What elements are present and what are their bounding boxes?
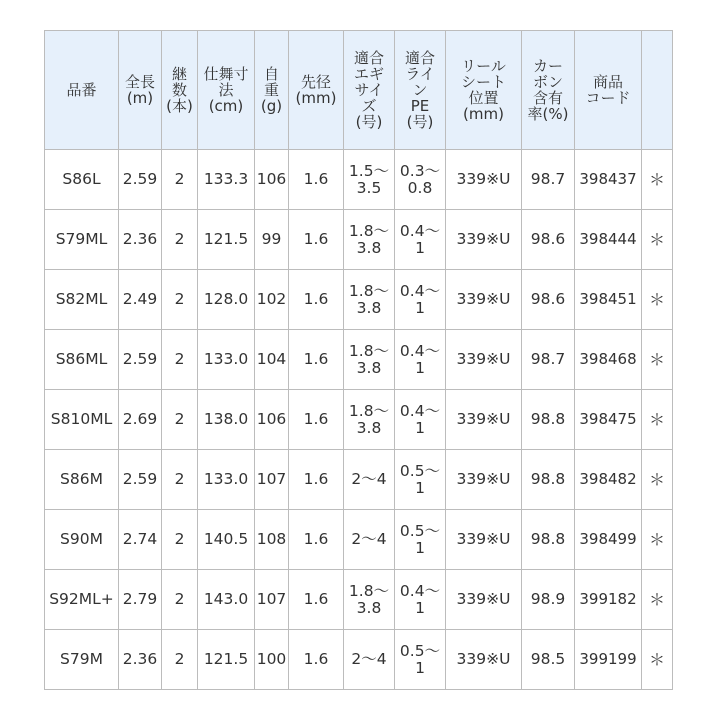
header-model: 品番 [45,31,119,150]
cell-pieces: 2 [162,570,198,630]
cell-tip-diameter: 1.6 [289,570,344,630]
cell-model: S86ML [45,330,119,390]
cell-carbon: 98.5 [522,630,575,690]
cell-length: 2.59 [119,330,162,390]
cell-weight: 104 [255,330,289,390]
header-egi-size: 適合 エギ サイ ズ (号) [344,31,395,150]
cell-length: 2.69 [119,390,162,450]
cell-closed-length: 140.5 [198,510,255,570]
header-tip-diameter: 先径 (mm) [289,31,344,150]
cell-tip-diameter: 1.6 [289,330,344,390]
cell-egi-size: 2〜4 [344,450,395,510]
cell-weight: 99 [255,210,289,270]
cell-carbon: 98.8 [522,390,575,450]
cell-egi-size: 1.8〜 3.8 [344,390,395,450]
table-row [45,210,673,270]
cell-tip-diameter: 1.6 [289,390,344,450]
header-mark [642,31,673,150]
cell-length: 2.36 [119,210,162,270]
cell-carbon: 98.6 [522,270,575,330]
cell-weight: 107 [255,450,289,510]
cell-mark: ＊ [642,210,673,270]
table-row [45,330,673,390]
table-row [45,570,673,630]
cell-pieces: 2 [162,510,198,570]
cell-model: S92ML+ [45,570,119,630]
cell-model: S90M [45,510,119,570]
cell-line-pe: 0.5〜 1 [395,630,446,690]
rod-spec-table [44,30,673,690]
cell-reel-seat: 339※U [446,270,522,330]
cell-carbon: 98.7 [522,150,575,210]
cell-egi-size: 1.8〜 3.8 [344,270,395,330]
cell-length: 2.59 [119,150,162,210]
cell-tip-diameter: 1.6 [289,270,344,330]
cell-model: S79ML [45,210,119,270]
header-length: 全長 (m) [119,31,162,150]
cell-reel-seat: 339※U [446,630,522,690]
cell-weight: 108 [255,510,289,570]
table-body [45,150,673,690]
cell-length: 2.36 [119,630,162,690]
cell-reel-seat: 339※U [446,210,522,270]
cell-closed-length: 133.0 [198,330,255,390]
table-row [45,270,673,330]
cell-pieces: 2 [162,630,198,690]
cell-mark: ＊ [642,450,673,510]
cell-model: S82ML [45,270,119,330]
cell-product-code: 399199 [575,630,642,690]
cell-product-code: 398482 [575,450,642,510]
cell-tip-diameter: 1.6 [289,510,344,570]
table-row [45,510,673,570]
cell-mark: ＊ [642,630,673,690]
cell-pieces: 2 [162,330,198,390]
cell-mark: ＊ [642,390,673,450]
header-pieces: 継 数 (本) [162,31,198,150]
cell-length: 2.74 [119,510,162,570]
cell-weight: 106 [255,390,289,450]
cell-reel-seat: 339※U [446,510,522,570]
cell-egi-size: 1.5〜 3.5 [344,150,395,210]
cell-line-pe: 0.5〜 1 [395,450,446,510]
cell-weight: 102 [255,270,289,330]
cell-closed-length: 133.0 [198,450,255,510]
cell-line-pe: 0.3〜 0.8 [395,150,446,210]
cell-pieces: 2 [162,150,198,210]
header-reel-seat: リール シート 位置 (mm) [446,31,522,150]
cell-reel-seat: 339※U [446,330,522,390]
header-line-pe: 適合 ライ ン PE (号) [395,31,446,150]
cell-line-pe: 0.4〜 1 [395,390,446,450]
cell-closed-length: 128.0 [198,270,255,330]
cell-mark: ＊ [642,570,673,630]
cell-egi-size: 2〜4 [344,630,395,690]
cell-carbon: 98.9 [522,570,575,630]
cell-product-code: 398499 [575,510,642,570]
cell-weight: 107 [255,570,289,630]
cell-tip-diameter: 1.6 [289,150,344,210]
cell-egi-size: 2〜4 [344,510,395,570]
table-row [45,630,673,690]
cell-model: S86L [45,150,119,210]
header-product-code: 商品 コード [575,31,642,150]
cell-product-code: 398475 [575,390,642,450]
cell-product-code: 398451 [575,270,642,330]
cell-carbon: 98.6 [522,210,575,270]
header-closed-length: 仕舞寸 法 (cm) [198,31,255,150]
cell-reel-seat: 339※U [446,450,522,510]
cell-reel-seat: 339※U [446,150,522,210]
cell-closed-length: 133.3 [198,150,255,210]
cell-closed-length: 143.0 [198,570,255,630]
cell-pieces: 2 [162,210,198,270]
cell-length: 2.79 [119,570,162,630]
table-row [45,450,673,510]
cell-product-code: 399182 [575,570,642,630]
cell-mark: ＊ [642,270,673,330]
table-row [45,390,673,450]
cell-egi-size: 1.8〜 3.8 [344,330,395,390]
cell-model: S86M [45,450,119,510]
cell-length: 2.59 [119,450,162,510]
cell-mark: ＊ [642,330,673,390]
cell-pieces: 2 [162,270,198,330]
cell-weight: 100 [255,630,289,690]
cell-line-pe: 0.4〜 1 [395,570,446,630]
cell-weight: 106 [255,150,289,210]
cell-mark: ＊ [642,510,673,570]
cell-mark: ＊ [642,150,673,210]
cell-line-pe: 0.4〜 1 [395,270,446,330]
cell-line-pe: 0.5〜 1 [395,510,446,570]
cell-tip-diameter: 1.6 [289,630,344,690]
cell-model: S79M [45,630,119,690]
header-weight: 自 重 (g) [255,31,289,150]
cell-tip-diameter: 1.6 [289,450,344,510]
cell-length: 2.49 [119,270,162,330]
cell-closed-length: 121.5 [198,210,255,270]
header-row [45,31,673,150]
cell-model: S810ML [45,390,119,450]
cell-tip-diameter: 1.6 [289,210,344,270]
cell-pieces: 2 [162,390,198,450]
header-carbon: カー ボン 含有 率(%) [522,31,575,150]
cell-carbon: 98.7 [522,330,575,390]
cell-product-code: 398468 [575,330,642,390]
cell-line-pe: 0.4〜 1 [395,210,446,270]
cell-reel-seat: 339※U [446,390,522,450]
cell-product-code: 398437 [575,150,642,210]
cell-carbon: 98.8 [522,510,575,570]
cell-reel-seat: 339※U [446,570,522,630]
cell-product-code: 398444 [575,210,642,270]
cell-line-pe: 0.4〜 1 [395,330,446,390]
cell-pieces: 2 [162,450,198,510]
cell-carbon: 98.8 [522,450,575,510]
table-row [45,150,673,210]
cell-closed-length: 138.0 [198,390,255,450]
cell-closed-length: 121.5 [198,630,255,690]
cell-egi-size: 1.8〜 3.8 [344,570,395,630]
cell-egi-size: 1.8〜 3.8 [344,210,395,270]
